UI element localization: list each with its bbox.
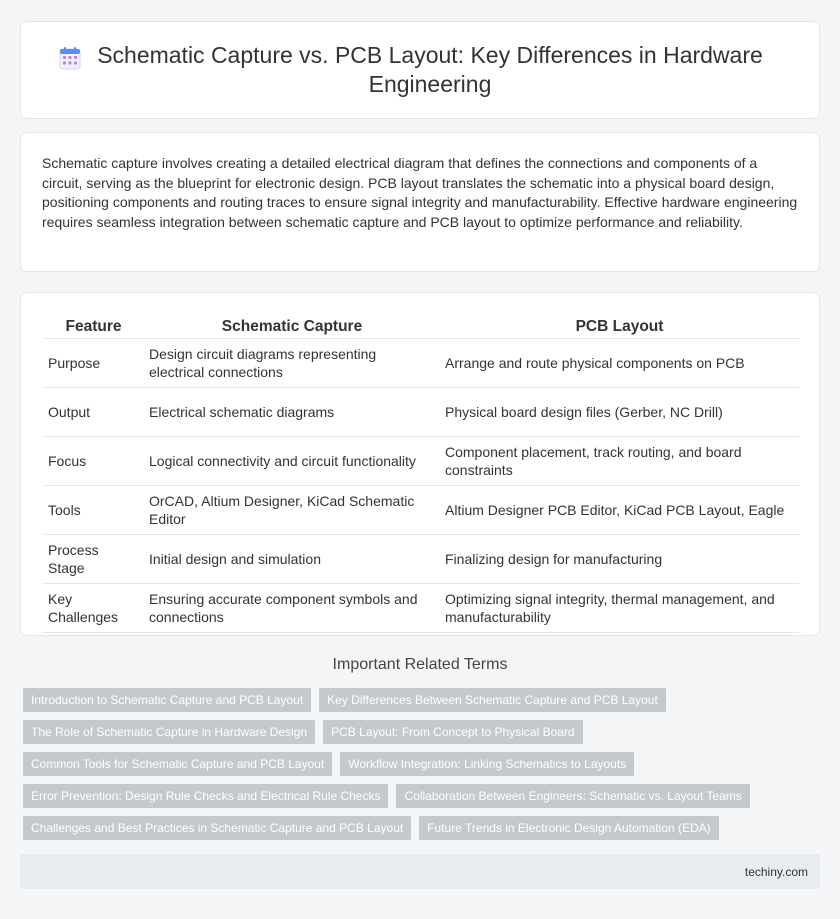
related-term-tag[interactable]: Common Tools for Schematic Capture and PCB Layout bbox=[23, 752, 332, 776]
page-title: Schematic Capture vs. PCB Layout: Key Differences in Hardware Engineering bbox=[97, 42, 763, 97]
table-cell-feature: Focus bbox=[43, 437, 144, 486]
footer-site-link[interactable]: techiny.com bbox=[744, 864, 808, 879]
related-terms-list bbox=[23, 688, 823, 840]
related-term-tag[interactable]: Workflow Integration: Linking Schematics to Layouts bbox=[340, 752, 634, 776]
intro-paragraph: Schematic capture involves creating a detailed electrical diagram that defines the connections and components of a circuit, serving as the blueprint for electronic design. PCB layout translates the schematic into a physical board design, positioning components and routing traces to ensure signal integrity and manufacturability. Effective hardware engineering requires seamless integration between schematic capture and PCB layout to optimize performance and reliability. bbox=[42, 155, 798, 230]
related-term-tag[interactable]: Challenges and Best Practices in Schematic Capture and PCB Layout bbox=[23, 816, 411, 840]
table-row bbox=[43, 437, 799, 486]
related-term-tag[interactable]: Key Differences Between Schematic Capture and PCB Layout bbox=[319, 688, 666, 712]
table-header-schematic: Schematic Capture bbox=[144, 313, 440, 339]
table-cell-pcb: Optimizing signal integrity, thermal management, and manufacturability bbox=[440, 584, 799, 633]
comparison-table bbox=[43, 313, 799, 633]
table-row bbox=[43, 584, 799, 633]
table-cell-feature: Process Stage bbox=[43, 535, 144, 584]
related-term-tag[interactable]: PCB Layout: From Concept to Physical Board bbox=[323, 720, 582, 744]
table-cell-pcb: Finalizing design for manufacturing bbox=[440, 535, 799, 584]
table-cell-schematic: Initial design and simulation bbox=[144, 535, 440, 584]
table-row bbox=[43, 388, 799, 437]
intro-card bbox=[20, 132, 820, 272]
table-cell-schematic: OrCAD, Altium Designer, KiCad Schematic Editor bbox=[144, 486, 440, 535]
table-cell-feature: Output bbox=[43, 388, 144, 437]
related-terms-title: Important Related Terms bbox=[332, 656, 508, 673]
table-cell-schematic: Ensuring accurate component symbols and connections bbox=[144, 584, 440, 633]
table-cell-pcb: Arrange and route physical components on PCB bbox=[440, 339, 799, 388]
header-card bbox=[20, 21, 820, 119]
table-cell-schematic: Design circuit diagrams representing electrical connections bbox=[144, 339, 440, 388]
table-cell-feature: Purpose bbox=[43, 339, 144, 388]
table-header-row bbox=[43, 313, 799, 339]
comparison-table-card bbox=[20, 292, 820, 636]
related-term-tag[interactable]: Introduction to Schematic Capture and PCB Layout bbox=[23, 688, 311, 712]
related-term-tag[interactable]: Collaboration Between Engineers: Schematic vs. Layout Teams bbox=[396, 784, 749, 808]
header-inner bbox=[21, 22, 819, 118]
table-header-feature: Feature bbox=[43, 313, 144, 339]
table-cell-pcb: Altium Designer PCB Editor, KiCad PCB Layout, Eagle bbox=[440, 486, 799, 535]
footer bbox=[20, 854, 820, 889]
table-row bbox=[43, 486, 799, 535]
related-term-tag[interactable]: Error Prevention: Design Rule Checks and Electrical Rule Checks bbox=[23, 784, 388, 808]
table-cell-feature: Tools bbox=[43, 486, 144, 535]
table-cell-pcb: Component placement, track routing, and board constraints bbox=[440, 437, 799, 486]
table-cell-schematic: Logical connectivity and circuit functionality bbox=[144, 437, 440, 486]
table-header-pcb: PCB Layout bbox=[440, 313, 799, 339]
table-cell-schematic: Electrical schematic diagrams bbox=[144, 388, 440, 437]
table-row bbox=[43, 339, 799, 388]
table-cell-pcb: Physical board design files (Gerber, NC Drill) bbox=[440, 388, 799, 437]
table-cell-feature: Key Challenges bbox=[43, 584, 144, 633]
related-term-tag[interactable]: Future Trends in Electronic Design Automation (EDA) bbox=[419, 816, 718, 840]
table-row bbox=[43, 535, 799, 584]
related-term-tag[interactable]: The Role of Schematic Capture in Hardware Design bbox=[23, 720, 315, 744]
